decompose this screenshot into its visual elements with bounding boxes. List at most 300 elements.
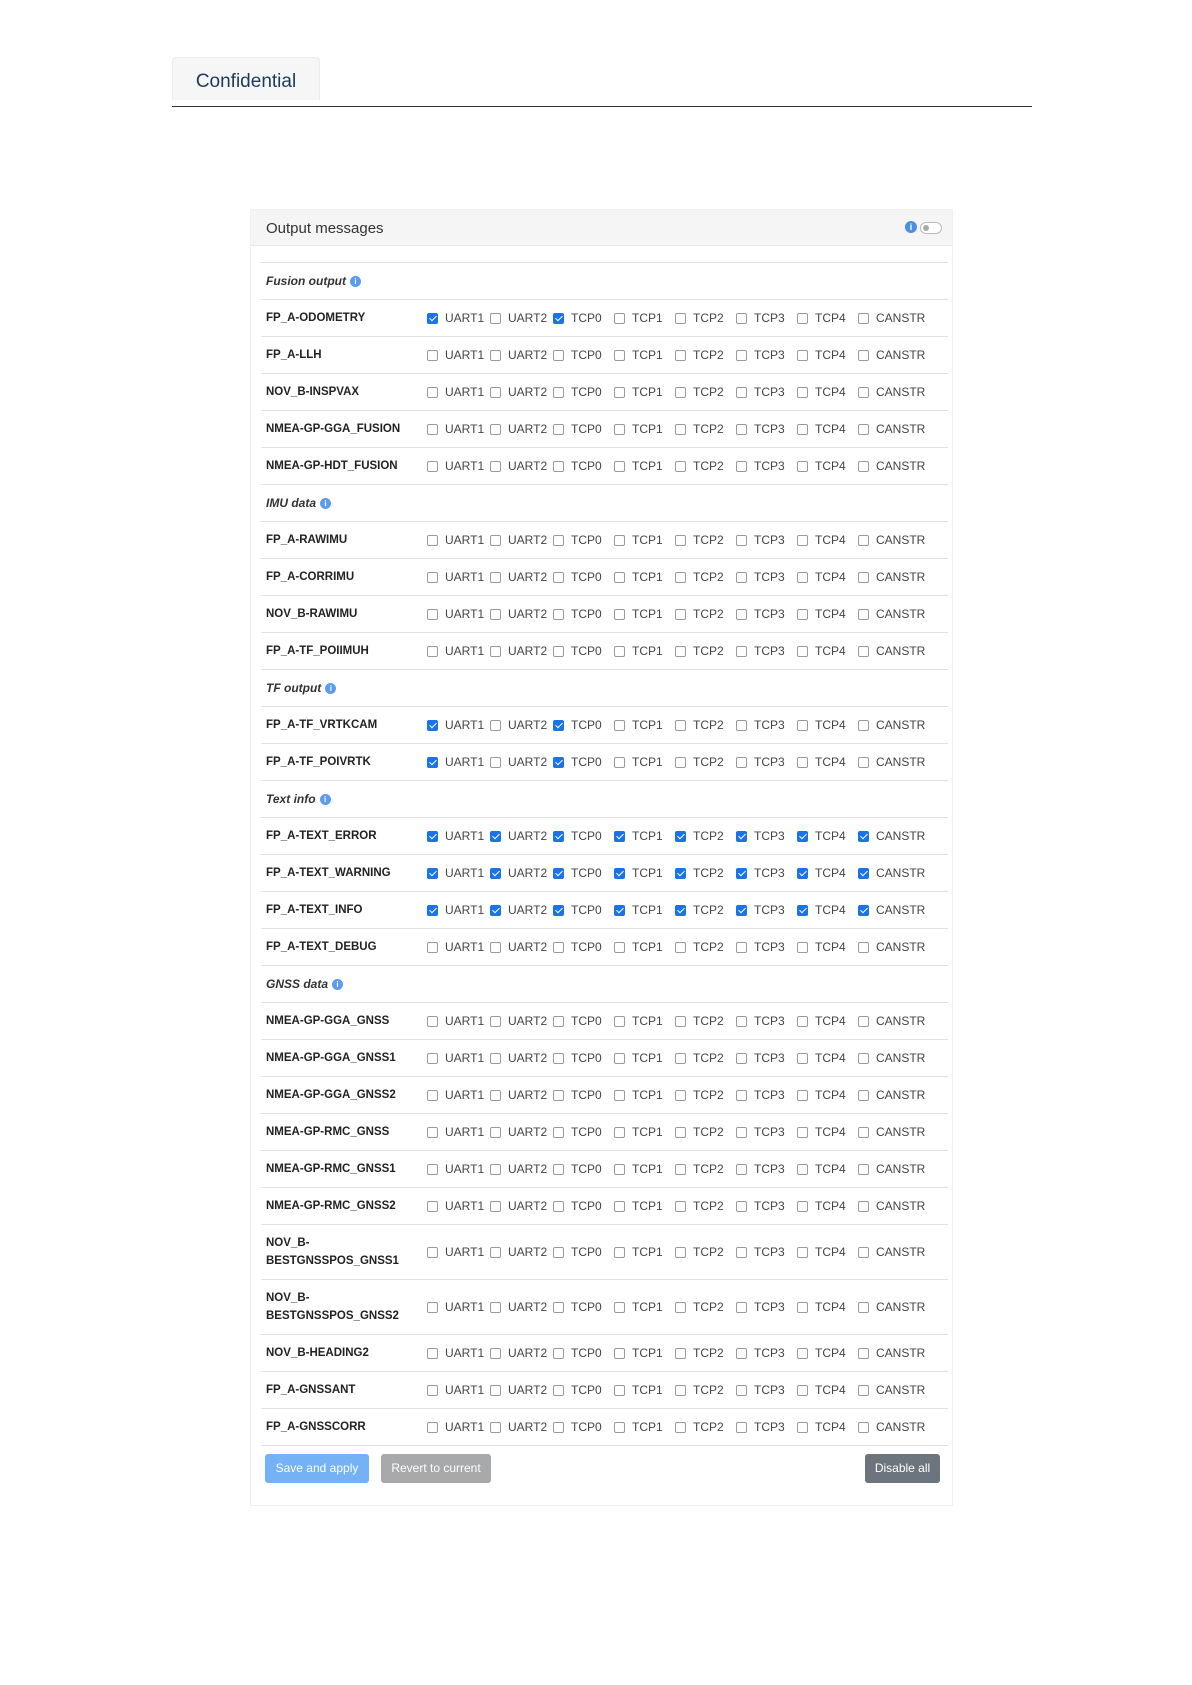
- channel-option[interactable]: [614, 903, 675, 917]
- channel-checkbox[interactable]: [490, 1016, 501, 1027]
- channel-checkbox[interactable]: [736, 1164, 747, 1175]
- channel-checkbox[interactable]: [858, 350, 869, 361]
- channel-option[interactable]: [675, 718, 736, 732]
- channel-checkbox[interactable]: [858, 1053, 869, 1064]
- channel-option[interactable]: [675, 533, 736, 547]
- channel-checkbox[interactable]: [675, 1053, 686, 1064]
- channel-checkbox[interactable]: [675, 1090, 686, 1101]
- channel-checkbox[interactable]: [553, 1201, 564, 1212]
- channel-option[interactable]: [797, 422, 858, 436]
- channel-checkbox[interactable]: [427, 1385, 438, 1396]
- channel-option[interactable]: [736, 1420, 797, 1434]
- channel-option[interactable]: [736, 422, 797, 436]
- channel-option[interactable]: [736, 570, 797, 584]
- channel-option[interactable]: [797, 1346, 858, 1360]
- channel-option[interactable]: [858, 533, 928, 547]
- channel-option[interactable]: [427, 607, 490, 621]
- channel-option[interactable]: [736, 311, 797, 325]
- channel-option[interactable]: [736, 1346, 797, 1360]
- channel-option[interactable]: [736, 1300, 797, 1314]
- channel-checkbox[interactable]: [797, 1385, 808, 1396]
- channel-checkbox[interactable]: [553, 1090, 564, 1101]
- channel-checkbox[interactable]: [675, 535, 686, 546]
- channel-checkbox[interactable]: [490, 461, 501, 472]
- channel-option[interactable]: [736, 644, 797, 658]
- channel-option[interactable]: [858, 459, 928, 473]
- channel-option[interactable]: [675, 866, 736, 880]
- channel-option[interactable]: [614, 311, 675, 325]
- channel-checkbox[interactable]: [490, 1127, 501, 1138]
- channel-checkbox[interactable]: [797, 1247, 808, 1258]
- channel-option[interactable]: [797, 1088, 858, 1102]
- channel-option[interactable]: [675, 1300, 736, 1314]
- channel-option[interactable]: [490, 1199, 553, 1213]
- channel-option[interactable]: [797, 1014, 858, 1028]
- channel-option[interactable]: [675, 1125, 736, 1139]
- channel-option[interactable]: [614, 755, 675, 769]
- channel-option[interactable]: [675, 385, 736, 399]
- channel-option[interactable]: [797, 1300, 858, 1314]
- channel-checkbox[interactable]: [858, 646, 869, 657]
- channel-checkbox[interactable]: [614, 757, 625, 768]
- channel-option[interactable]: [490, 1420, 553, 1434]
- info-icon[interactable]: i: [350, 276, 361, 287]
- channel-checkbox[interactable]: [553, 535, 564, 546]
- channel-option[interactable]: [797, 1125, 858, 1139]
- channel-checkbox[interactable]: [427, 313, 438, 324]
- channel-option[interactable]: [553, 1051, 614, 1065]
- channel-checkbox[interactable]: [858, 757, 869, 768]
- channel-option[interactable]: [614, 459, 675, 473]
- channel-option[interactable]: [427, 1199, 490, 1213]
- channel-checkbox[interactable]: [614, 905, 625, 916]
- channel-option[interactable]: [858, 644, 928, 658]
- channel-checkbox[interactable]: [858, 720, 869, 731]
- channel-option[interactable]: [614, 1420, 675, 1434]
- channel-checkbox[interactable]: [490, 1348, 501, 1359]
- channel-option[interactable]: [427, 311, 490, 325]
- channel-option[interactable]: [427, 1162, 490, 1176]
- channel-option[interactable]: [490, 1245, 553, 1259]
- channel-checkbox[interactable]: [675, 1127, 686, 1138]
- channel-checkbox[interactable]: [553, 646, 564, 657]
- channel-checkbox[interactable]: [553, 609, 564, 620]
- channel-checkbox[interactable]: [553, 1348, 564, 1359]
- channel-checkbox[interactable]: [490, 350, 501, 361]
- channel-option[interactable]: [675, 1162, 736, 1176]
- channel-option[interactable]: [553, 940, 614, 954]
- channel-option[interactable]: [797, 829, 858, 843]
- channel-option[interactable]: [427, 1300, 490, 1314]
- channel-checkbox[interactable]: [490, 1053, 501, 1064]
- channel-checkbox[interactable]: [675, 646, 686, 657]
- channel-checkbox[interactable]: [675, 868, 686, 879]
- channel-option[interactable]: [675, 1088, 736, 1102]
- channel-checkbox[interactable]: [490, 1201, 501, 1212]
- channel-checkbox[interactable]: [797, 572, 808, 583]
- channel-checkbox[interactable]: [553, 313, 564, 324]
- channel-checkbox[interactable]: [553, 720, 564, 731]
- channel-checkbox[interactable]: [427, 1247, 438, 1258]
- channel-checkbox[interactable]: [614, 1164, 625, 1175]
- channel-option[interactable]: [427, 1346, 490, 1360]
- channel-option[interactable]: [675, 940, 736, 954]
- channel-option[interactable]: [858, 311, 928, 325]
- channel-checkbox[interactable]: [490, 868, 501, 879]
- channel-option[interactable]: [490, 570, 553, 584]
- channel-option[interactable]: [553, 866, 614, 880]
- info-icon[interactable]: i: [325, 683, 336, 694]
- channel-checkbox[interactable]: [614, 1247, 625, 1258]
- channel-option[interactable]: [675, 829, 736, 843]
- channel-checkbox[interactable]: [614, 1053, 625, 1064]
- channel-checkbox[interactable]: [736, 535, 747, 546]
- channel-option[interactable]: [553, 755, 614, 769]
- channel-option[interactable]: [797, 866, 858, 880]
- channel-option[interactable]: [427, 718, 490, 732]
- channel-option[interactable]: [736, 1383, 797, 1397]
- channel-checkbox[interactable]: [490, 1422, 501, 1433]
- channel-option[interactable]: [858, 718, 928, 732]
- channel-checkbox[interactable]: [858, 1164, 869, 1175]
- channel-checkbox[interactable]: [614, 1385, 625, 1396]
- info-icon[interactable]: i: [320, 794, 331, 805]
- channel-checkbox[interactable]: [427, 1201, 438, 1212]
- channel-checkbox[interactable]: [614, 1016, 625, 1027]
- channel-option[interactable]: [490, 422, 553, 436]
- channel-checkbox[interactable]: [858, 831, 869, 842]
- channel-checkbox[interactable]: [490, 1164, 501, 1175]
- channel-checkbox[interactable]: [858, 905, 869, 916]
- channel-option[interactable]: [490, 533, 553, 547]
- channel-checkbox[interactable]: [675, 942, 686, 953]
- channel-checkbox[interactable]: [736, 1090, 747, 1101]
- channel-checkbox[interactable]: [427, 831, 438, 842]
- channel-option[interactable]: [736, 385, 797, 399]
- channel-checkbox[interactable]: [736, 1302, 747, 1313]
- channel-option[interactable]: [427, 385, 490, 399]
- channel-option[interactable]: [614, 1346, 675, 1360]
- channel-checkbox[interactable]: [858, 609, 869, 620]
- channel-option[interactable]: [675, 607, 736, 621]
- channel-checkbox[interactable]: [797, 535, 808, 546]
- channel-option[interactable]: [675, 903, 736, 917]
- channel-checkbox[interactable]: [797, 942, 808, 953]
- channel-option[interactable]: [427, 829, 490, 843]
- channel-checkbox[interactable]: [490, 313, 501, 324]
- channel-option[interactable]: [675, 348, 736, 362]
- channel-checkbox[interactable]: [553, 757, 564, 768]
- channel-option[interactable]: [427, 459, 490, 473]
- channel-checkbox[interactable]: [797, 1348, 808, 1359]
- channel-option[interactable]: [553, 1346, 614, 1360]
- channel-checkbox[interactable]: [614, 461, 625, 472]
- channel-option[interactable]: [490, 385, 553, 399]
- channel-option[interactable]: [553, 1199, 614, 1213]
- channel-checkbox[interactable]: [553, 424, 564, 435]
- channel-option[interactable]: [427, 1383, 490, 1397]
- channel-checkbox[interactable]: [736, 868, 747, 879]
- channel-checkbox[interactable]: [797, 313, 808, 324]
- channel-checkbox[interactable]: [427, 646, 438, 657]
- channel-checkbox[interactable]: [427, 720, 438, 731]
- channel-checkbox[interactable]: [490, 387, 501, 398]
- channel-option[interactable]: [736, 903, 797, 917]
- channel-checkbox[interactable]: [553, 1053, 564, 1064]
- channel-checkbox[interactable]: [490, 609, 501, 620]
- channel-option[interactable]: [797, 1245, 858, 1259]
- channel-option[interactable]: [553, 1420, 614, 1434]
- channel-checkbox[interactable]: [675, 831, 686, 842]
- channel-option[interactable]: [427, 755, 490, 769]
- channel-option[interactable]: [427, 1051, 490, 1065]
- channel-checkbox[interactable]: [797, 1016, 808, 1027]
- channel-option[interactable]: [427, 903, 490, 917]
- channel-checkbox[interactable]: [427, 1302, 438, 1313]
- channel-checkbox[interactable]: [797, 1422, 808, 1433]
- channel-checkbox[interactable]: [858, 1247, 869, 1258]
- channel-checkbox[interactable]: [614, 609, 625, 620]
- channel-checkbox[interactable]: [736, 461, 747, 472]
- channel-checkbox[interactable]: [858, 1348, 869, 1359]
- channel-checkbox[interactable]: [427, 424, 438, 435]
- channel-option[interactable]: [614, 422, 675, 436]
- channel-option[interactable]: [614, 1051, 675, 1065]
- channel-checkbox[interactable]: [553, 1422, 564, 1433]
- channel-checkbox[interactable]: [427, 609, 438, 620]
- channel-option[interactable]: [427, 866, 490, 880]
- channel-checkbox[interactable]: [858, 424, 869, 435]
- channel-option[interactable]: [490, 940, 553, 954]
- channel-option[interactable]: [675, 570, 736, 584]
- channel-option[interactable]: [736, 459, 797, 473]
- channel-option[interactable]: [614, 1125, 675, 1139]
- channel-option[interactable]: [614, 1088, 675, 1102]
- channel-checkbox[interactable]: [490, 646, 501, 657]
- channel-option[interactable]: [858, 940, 928, 954]
- channel-checkbox[interactable]: [736, 572, 747, 583]
- channel-checkbox[interactable]: [797, 461, 808, 472]
- channel-option[interactable]: [427, 1420, 490, 1434]
- channel-option[interactable]: [553, 718, 614, 732]
- channel-option[interactable]: [614, 718, 675, 732]
- channel-checkbox[interactable]: [553, 1247, 564, 1258]
- channel-option[interactable]: [614, 533, 675, 547]
- channel-option[interactable]: [858, 348, 928, 362]
- channel-checkbox[interactable]: [614, 1090, 625, 1101]
- channel-option[interactable]: [797, 1420, 858, 1434]
- channel-option[interactable]: [427, 1088, 490, 1102]
- channel-checkbox[interactable]: [490, 572, 501, 583]
- channel-checkbox[interactable]: [614, 535, 625, 546]
- channel-checkbox[interactable]: [427, 461, 438, 472]
- channel-option[interactable]: [490, 829, 553, 843]
- channel-checkbox[interactable]: [797, 905, 808, 916]
- channel-option[interactable]: [490, 718, 553, 732]
- channel-option[interactable]: [553, 1088, 614, 1102]
- channel-option[interactable]: [797, 1383, 858, 1397]
- channel-checkbox[interactable]: [736, 1385, 747, 1396]
- info-icon[interactable]: i: [905, 221, 917, 233]
- channel-checkbox[interactable]: [736, 1201, 747, 1212]
- channel-checkbox[interactable]: [614, 720, 625, 731]
- channel-option[interactable]: [858, 1245, 928, 1259]
- channel-checkbox[interactable]: [675, 609, 686, 620]
- channel-checkbox[interactable]: [490, 905, 501, 916]
- channel-option[interactable]: [614, 829, 675, 843]
- channel-checkbox[interactable]: [427, 535, 438, 546]
- channel-checkbox[interactable]: [614, 387, 625, 398]
- channel-checkbox[interactable]: [736, 313, 747, 324]
- channel-option[interactable]: [797, 718, 858, 732]
- channel-option[interactable]: [614, 1300, 675, 1314]
- channel-option[interactable]: [490, 903, 553, 917]
- channel-option[interactable]: [614, 1245, 675, 1259]
- channel-checkbox[interactable]: [675, 461, 686, 472]
- channel-checkbox[interactable]: [675, 387, 686, 398]
- channel-checkbox[interactable]: [490, 1302, 501, 1313]
- channel-checkbox[interactable]: [427, 1164, 438, 1175]
- channel-checkbox[interactable]: [736, 424, 747, 435]
- channel-option[interactable]: [858, 570, 928, 584]
- channel-checkbox[interactable]: [858, 535, 869, 546]
- channel-option[interactable]: [858, 1199, 928, 1213]
- channel-option[interactable]: [490, 311, 553, 325]
- channel-option[interactable]: [614, 644, 675, 658]
- channel-checkbox[interactable]: [553, 905, 564, 916]
- channel-checkbox[interactable]: [736, 1053, 747, 1064]
- revert-to-current-button[interactable]: Revert to current: [381, 1454, 491, 1483]
- channel-option[interactable]: [797, 755, 858, 769]
- channel-option[interactable]: [553, 1300, 614, 1314]
- channel-option[interactable]: [427, 570, 490, 584]
- channel-option[interactable]: [675, 459, 736, 473]
- channel-checkbox[interactable]: [858, 942, 869, 953]
- channel-option[interactable]: [858, 607, 928, 621]
- channel-option[interactable]: [675, 311, 736, 325]
- channel-checkbox[interactable]: [614, 1201, 625, 1212]
- channel-checkbox[interactable]: [614, 831, 625, 842]
- channel-checkbox[interactable]: [553, 572, 564, 583]
- channel-checkbox[interactable]: [553, 868, 564, 879]
- channel-checkbox[interactable]: [675, 1164, 686, 1175]
- channel-checkbox[interactable]: [858, 1422, 869, 1433]
- channel-option[interactable]: [490, 1383, 553, 1397]
- channel-checkbox[interactable]: [675, 350, 686, 361]
- channel-option[interactable]: [736, 1051, 797, 1065]
- channel-checkbox[interactable]: [614, 868, 625, 879]
- channel-option[interactable]: [797, 348, 858, 362]
- channel-option[interactable]: [797, 533, 858, 547]
- channel-checkbox[interactable]: [858, 1201, 869, 1212]
- channel-checkbox[interactable]: [427, 1090, 438, 1101]
- channel-option[interactable]: [675, 1199, 736, 1213]
- channel-option[interactable]: [858, 1162, 928, 1176]
- channel-checkbox[interactable]: [736, 1422, 747, 1433]
- channel-option[interactable]: [858, 385, 928, 399]
- channel-option[interactable]: [736, 533, 797, 547]
- channel-checkbox[interactable]: [490, 942, 501, 953]
- channel-option[interactable]: [797, 903, 858, 917]
- channel-checkbox[interactable]: [427, 757, 438, 768]
- channel-checkbox[interactable]: [490, 757, 501, 768]
- channel-checkbox[interactable]: [858, 1016, 869, 1027]
- channel-option[interactable]: [736, 866, 797, 880]
- info-icon[interactable]: i: [320, 498, 331, 509]
- channel-checkbox[interactable]: [736, 1016, 747, 1027]
- channel-option[interactable]: [675, 1014, 736, 1028]
- channel-checkbox[interactable]: [490, 535, 501, 546]
- channel-option[interactable]: [490, 1051, 553, 1065]
- channel-checkbox[interactable]: [675, 1201, 686, 1212]
- channel-option[interactable]: [736, 1088, 797, 1102]
- channel-option[interactable]: [490, 1088, 553, 1102]
- channel-checkbox[interactable]: [797, 757, 808, 768]
- channel-option[interactable]: [427, 422, 490, 436]
- panel-toggle-switch[interactable]: [920, 222, 942, 234]
- channel-checkbox[interactable]: [736, 1348, 747, 1359]
- channel-checkbox[interactable]: [797, 350, 808, 361]
- channel-checkbox[interactable]: [797, 720, 808, 731]
- channel-checkbox[interactable]: [858, 387, 869, 398]
- channel-option[interactable]: [553, 1014, 614, 1028]
- channel-checkbox[interactable]: [427, 1422, 438, 1433]
- channel-option[interactable]: [675, 644, 736, 658]
- channel-checkbox[interactable]: [553, 461, 564, 472]
- channel-option[interactable]: [858, 1051, 928, 1065]
- channel-option[interactable]: [427, 348, 490, 362]
- channel-checkbox[interactable]: [797, 424, 808, 435]
- channel-checkbox[interactable]: [736, 609, 747, 620]
- channel-checkbox[interactable]: [427, 1127, 438, 1138]
- channel-checkbox[interactable]: [858, 572, 869, 583]
- channel-checkbox[interactable]: [736, 905, 747, 916]
- channel-option[interactable]: [675, 755, 736, 769]
- channel-checkbox[interactable]: [797, 831, 808, 842]
- channel-checkbox[interactable]: [736, 942, 747, 953]
- channel-checkbox[interactable]: [675, 757, 686, 768]
- channel-checkbox[interactable]: [553, 1127, 564, 1138]
- channel-checkbox[interactable]: [614, 313, 625, 324]
- channel-option[interactable]: [797, 940, 858, 954]
- channel-option[interactable]: [553, 570, 614, 584]
- channel-option[interactable]: [553, 1245, 614, 1259]
- channel-checkbox[interactable]: [736, 720, 747, 731]
- channel-checkbox[interactable]: [614, 424, 625, 435]
- channel-option[interactable]: [858, 1088, 928, 1102]
- channel-option[interactable]: [614, 570, 675, 584]
- channel-option[interactable]: [736, 755, 797, 769]
- channel-option[interactable]: [858, 866, 928, 880]
- disable-all-button[interactable]: Disable all: [865, 1454, 940, 1483]
- channel-checkbox[interactable]: [858, 313, 869, 324]
- channel-option[interactable]: [614, 1383, 675, 1397]
- channel-option[interactable]: [797, 459, 858, 473]
- channel-option[interactable]: [427, 1014, 490, 1028]
- channel-option[interactable]: [736, 1245, 797, 1259]
- channel-option[interactable]: [858, 1014, 928, 1028]
- save-and-apply-button[interactable]: Save and apply: [265, 1454, 369, 1483]
- channel-checkbox[interactable]: [675, 720, 686, 731]
- channel-checkbox[interactable]: [553, 387, 564, 398]
- channel-option[interactable]: [614, 607, 675, 621]
- channel-checkbox[interactable]: [614, 646, 625, 657]
- channel-option[interactable]: [490, 459, 553, 473]
- channel-checkbox[interactable]: [553, 1016, 564, 1027]
- channel-option[interactable]: [427, 940, 490, 954]
- channel-checkbox[interactable]: [797, 868, 808, 879]
- channel-option[interactable]: [736, 348, 797, 362]
